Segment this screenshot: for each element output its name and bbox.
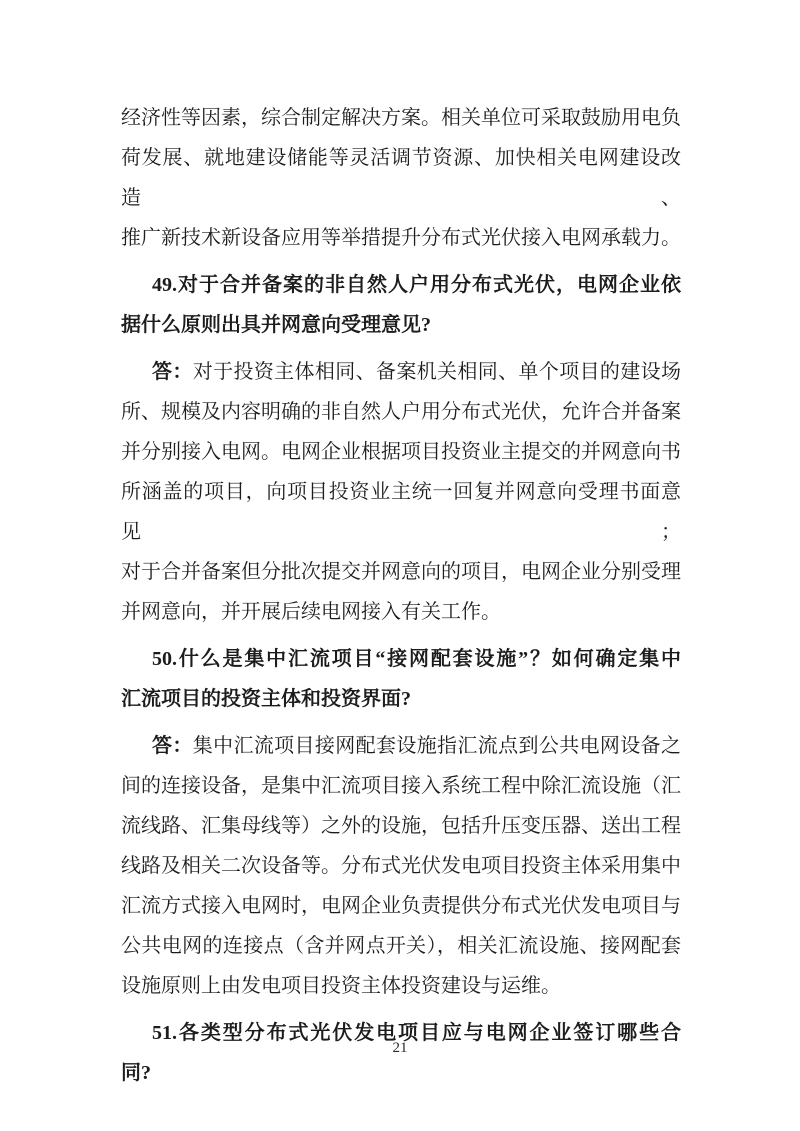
text-line: 公共电网的连接点（含并网点开关），相关汇流设施、接网配套 [121,935,681,957]
text-line: 推广新技术新设备应用等举措提升分布式光伏接入电网承载力。 [121,227,681,249]
text-line: 据什么原则出具并网意向受理意见? [121,314,431,336]
text-line: 51.各类型分布式光伏发电项目应与电网企业签订哪些合 [152,1022,681,1044]
page-number: 21 [392,1040,408,1056]
text-line: 并网意向，并开展后续电网接入有关工作。 [121,601,501,623]
text-line: 经济性等因素，综合制定解决方案。相关单位可采取鼓励用电负 [121,107,681,129]
answer-prefix: 答： [152,735,193,757]
text-line: 荷发展、就地建设储能等灵活调节资源、加快相关电网建设改造、 [121,147,681,209]
text-line: 49.对于合并备案的非自然人户用分布式光伏，电网企业依 [152,274,681,296]
text-line: 线路及相关二次设备等。分布式光伏发电项目投资主体采用集中 [121,855,681,877]
text-line: 答：集中汇流项目接网配套设施指汇流点到公共电网设备之 [152,735,682,757]
answer-block [121,352,681,632]
text-block [121,98,681,258]
text-line: 对于合并备案但分批次提交并网意向的项目，电网企业分别受理 [121,561,681,583]
text-line: 汇流项目的投资主体和投资界面? [121,688,411,710]
text-line: 间的连接设备，是集中汇流项目接入系统工程中除汇流设施（汇 [121,775,681,797]
question-block [121,265,681,345]
answer-block [121,726,681,1006]
text-line: 汇流方式接入电网时，电网企业负责提供分布式光伏发电项目与 [121,895,681,917]
answer-prefix: 答： [152,361,193,383]
question-block [121,639,681,719]
text-line: 所、规模及内容明确的非自然人户用分布式光伏，允许合并备案 [121,401,681,423]
text-line: 设施原则上由发电项目投资主体投资建设与运维。 [121,975,561,997]
text-line: 并分别接入电网。电网企业根据项目投资业主提交的并网意向书 [121,441,681,463]
document-content [121,98,681,1093]
text-line: 50.什么是集中汇流项目“接网配套设施”？如何确定集中 [152,648,681,670]
text-line: 流线路、汇集母线等）之外的设施，包括升压变压器、送出工程 [121,815,681,837]
text-line: 所涵盖的项目，向项目投资业主统一回复并网意向受理书面意见； [121,481,681,543]
text-line: 答：对于投资主体相同、备案机关相同、单个项目的建设场 [152,361,682,383]
text-line: 同? [121,1062,151,1084]
